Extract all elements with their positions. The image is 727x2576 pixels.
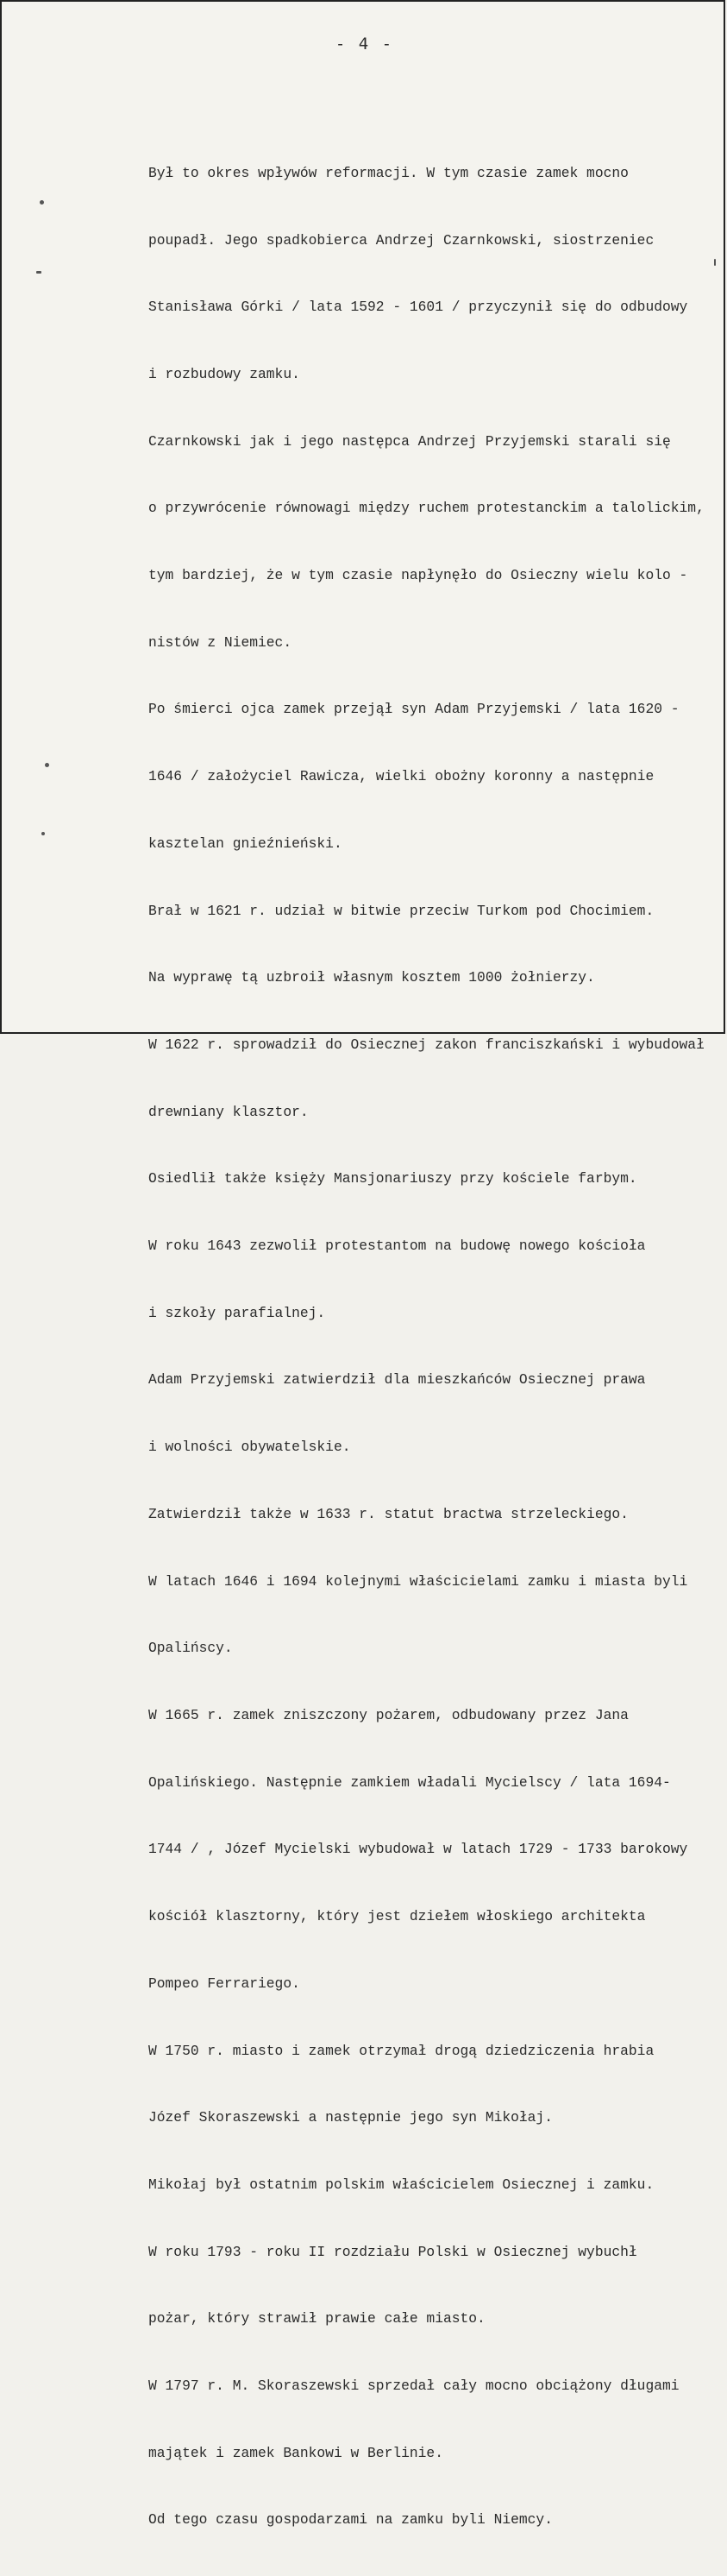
page-number: - 4 - bbox=[335, 35, 394, 54]
text-line: pożar, który strawił prawie całe miasto. bbox=[148, 2310, 486, 2327]
text-line: Był to okres wpływów reformacji. W tym czasie zamek mocno bbox=[148, 164, 629, 181]
text-line: Opalińskiego. Następnie zamkiem władali Mycielscy / lata 1694- bbox=[148, 1773, 671, 1791]
text-line: W 1622 r. sprowadził do Osiecznej zakon franciszkański i wybudował bbox=[148, 1036, 705, 1053]
text-line: Osiedlił także księży Mansjonariuszy przy kościele farbym. bbox=[148, 1170, 637, 1187]
text-line: Mikołaj był ostatnim polskim właścicielem Osiecznej i zamku. bbox=[148, 2176, 655, 2193]
text-line: i rozbudowy zamku. bbox=[148, 365, 300, 382]
text-line: Od tego czasu gospodarzami na zamku byli Niemcy. bbox=[148, 2511, 553, 2529]
text-line: Brał w 1621 r. udział w bitwie przeciw Turkom pod Chocimiem. bbox=[148, 902, 655, 919]
text-line: drewniany klasztor. bbox=[148, 1103, 309, 1120]
text-line: W roku 1793 - roku II rozdziału Polski w Osiecznej wybuchł bbox=[148, 2243, 637, 2260]
text-line: kasztelan gnieźnieński. bbox=[148, 835, 342, 852]
text-line: kościół klasztorny, który jest dziełem włoskiego architekta bbox=[148, 1908, 646, 1925]
text-line: Opalińscy. bbox=[148, 1640, 233, 1657]
text-line: Po śmierci ojca zamek przejął syn Adam Przyjemski / lata 1620 - bbox=[148, 701, 680, 718]
text-line: i szkoły parafialnej. bbox=[148, 1304, 326, 1321]
text-line: Czarnkowski jak i jego następca Andrzej Przyjemski starali się bbox=[148, 432, 671, 450]
margin-mark bbox=[714, 259, 716, 266]
text-line: W latach 1646 i 1694 kolejnymi właścicielami zamku i miasta byli bbox=[148, 1572, 688, 1590]
text-line: Adam Przyjemski zatwierdził dla mieszkańców Osiecznej prawa bbox=[148, 1371, 646, 1389]
text-line: Pompeo Ferrariego. bbox=[148, 1975, 300, 1992]
text-line: W 1797 r. M. Skoraszewski sprzedał cały mocno obciążony długami bbox=[148, 2378, 680, 2395]
margin-mark bbox=[41, 832, 45, 835]
body-text bbox=[148, 117, 718, 2576]
text-line: o przywrócenie równowagi między ruchem protestanckim a talolickim, bbox=[148, 500, 705, 517]
text-line: poupadł. Jego spadkobierca Andrzej Czarnkowski, siostrzeniec bbox=[148, 231, 655, 249]
text-line: 1744 / , Józef Mycielski wybudował w latach 1729 - 1733 barokowy bbox=[148, 1841, 688, 1858]
margin-mark bbox=[40, 200, 44, 205]
text-line: tym bardziej, że w tym czasie napłynęło do Osieczny wielu kolo - bbox=[148, 567, 688, 584]
text-line: Józef Skoraszewski a następnie jego syn Mikołaj. bbox=[148, 2109, 553, 2126]
text-line: Na wyprawę tą uzbroił własnym kosztem 1000 żołnierzy. bbox=[148, 969, 595, 986]
text-line: Stanisława Górki / lata 1592 - 1601 / przyczynił się do odbudowy bbox=[148, 299, 688, 316]
text-line: 1646 / założyciel Rawicza, wielki obożny koronny a następnie bbox=[148, 768, 655, 785]
margin-mark bbox=[45, 763, 49, 767]
text-line: majątek i zamek Bankowi w Berlinie. bbox=[148, 2444, 443, 2461]
text-line: i wolności obywatelskie. bbox=[148, 1439, 351, 1456]
text-line: W 1665 r. zamek zniszczony pożarem, odbudowany przez Jana bbox=[148, 1706, 629, 1723]
text-line: W 1750 r. miasto i zamek otrzymał drogą dziedziczenia hrabia bbox=[148, 2042, 655, 2059]
text-line: Zatwierdził także w 1633 r. statut bractwa strzeleckiego. bbox=[148, 1505, 629, 1522]
text-line: W roku 1643 zezwolił protestantom na budowę nowego kościoła bbox=[148, 1238, 646, 1255]
margin-mark bbox=[36, 271, 41, 274]
text-line: nistów z Niemiec. bbox=[148, 633, 292, 651]
